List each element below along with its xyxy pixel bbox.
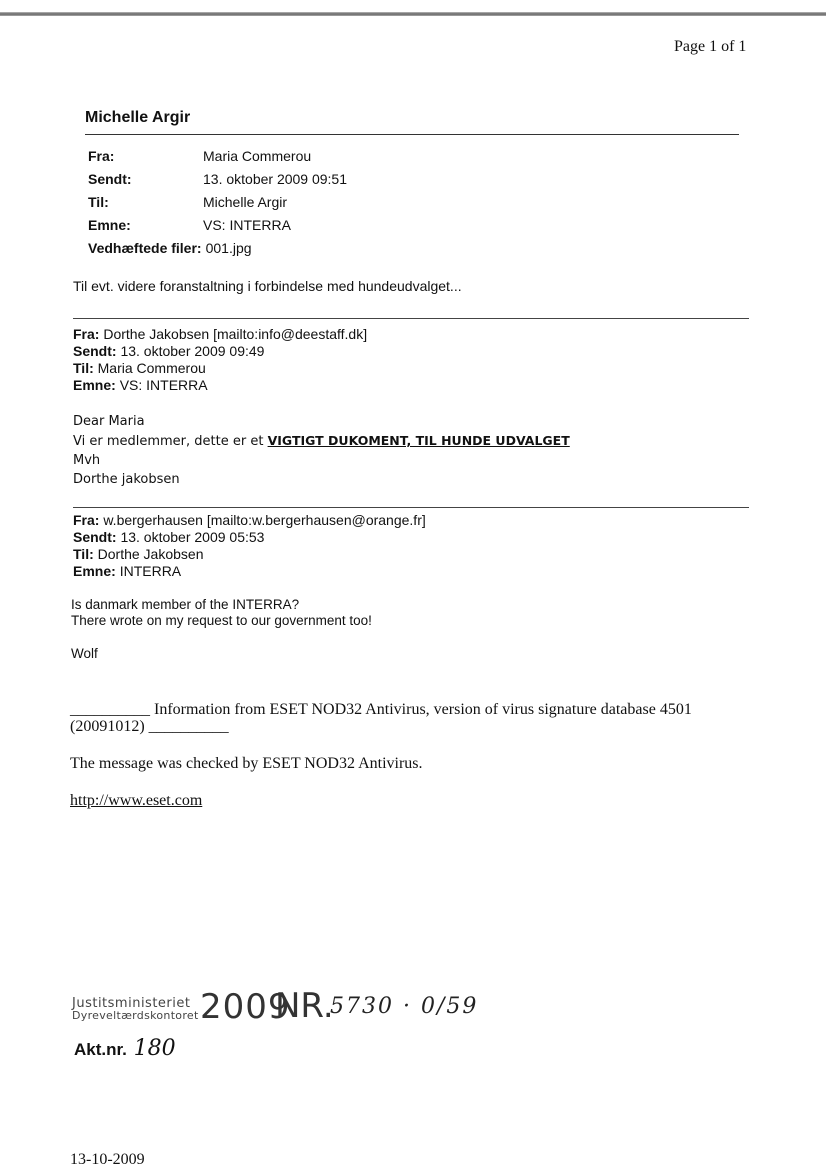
header-from-row <box>88 147 347 170</box>
akt-label: Akt.nr. <box>74 1040 127 1059</box>
stamp-case-number: 5730 · 0/59 <box>330 994 479 1019</box>
header-divider <box>85 134 739 135</box>
from-value: Maria Commerou <box>203 148 312 164</box>
q2-line1: Is danmark member of the INTERRA? <box>71 597 300 612</box>
antivirus-checked: The message was checked by ESET NOD32 Antivirus. <box>70 755 423 772</box>
q1-body-prefix: Vi er medlemmer, dette er et <box>73 434 264 449</box>
eset-link[interactable]: http://www.eset.com <box>70 792 203 809</box>
q2-to-label: Til: <box>73 546 94 562</box>
stamp-year: 2009 <box>200 987 291 1027</box>
q1-sent-label: Sendt: <box>73 343 117 359</box>
q1-sent-value: 13. oktober 2009 09:49 <box>120 343 265 359</box>
email-header <box>88 147 347 262</box>
scan-edge-line <box>0 12 826 16</box>
sent-value: 13. oktober 2009 09:51 <box>203 171 348 187</box>
q2-sent-value: 13. oktober 2009 05:53 <box>120 529 265 545</box>
eset-link-wrap <box>70 792 202 810</box>
message-divider-2 <box>73 507 749 508</box>
akt-nr <box>74 1036 176 1061</box>
to-value: Michelle Argir <box>203 194 288 210</box>
q2-from-label: Fra: <box>73 512 100 528</box>
q2-to-value: Dorthe Jakobsen <box>97 546 204 562</box>
forward-note: Til evt. videre foranstaltning i forbindelse med hundeudvalget... <box>73 278 462 294</box>
q2-sent-label: Sendt: <box>73 529 117 545</box>
q1-to-value: Maria Commerou <box>97 360 206 376</box>
antivirus-notice <box>70 701 692 735</box>
quoted-body-2 <box>71 597 372 629</box>
q2-line2: There wrote on my request to our government too! <box>71 613 372 628</box>
q1-closing: Mvh <box>73 453 101 468</box>
q1-signature: Dorthe jakobsen <box>73 472 180 487</box>
q1-body-line <box>73 431 570 451</box>
stamp-nr-label: NR. <box>275 986 334 1026</box>
quoted-header-2 <box>73 512 426 580</box>
q1-to-label: Til: <box>73 360 94 376</box>
mailbox-owner-name: Michelle Argir <box>85 109 191 126</box>
q2-signature: Wolf <box>71 646 98 661</box>
q2-subject-label: Emne: <box>73 563 116 579</box>
subject-label: Emne: <box>88 217 131 233</box>
page-number: Page 1 of 1 <box>674 38 747 55</box>
q1-subject-label: Emne: <box>73 377 116 393</box>
footer-date: 13-10-2009 <box>70 1151 145 1168</box>
antivirus-line1: __________ Information from ESET NOD32 Antivirus, version of virus signature database 4501 <box>70 701 692 718</box>
antivirus-line2: (20091012) __________ <box>70 718 229 735</box>
q1-important-text: VIGTIGT DUKOMENT, TIL HUNDE UDVALGET <box>267 433 570 448</box>
quoted-header-1 <box>73 326 367 394</box>
header-subject-row <box>88 216 347 239</box>
header-sent-row <box>88 170 347 193</box>
subject-value: VS: INTERRA <box>203 217 291 233</box>
akt-number: 180 <box>133 1036 176 1061</box>
attachment-file[interactable]: 001.jpg <box>205 240 252 256</box>
attachments-label: Vedhæftede filer: <box>88 240 202 256</box>
message-divider <box>73 318 749 319</box>
q1-from-value: Dorthe Jakobsen [mailto:info@deestaff.dk] <box>103 326 368 342</box>
q1-greeting: Dear Maria <box>73 414 145 429</box>
to-label: Til: <box>88 194 109 210</box>
from-label: Fra: <box>88 148 115 164</box>
q1-subject-value: VS: INTERRA <box>119 377 208 393</box>
header-to-row <box>88 193 347 216</box>
q2-from-value: w.bergerhausen [mailto:w.bergerhausen@orange.fr] <box>103 512 426 528</box>
q1-from-label: Fra: <box>73 326 100 342</box>
stamp-office: Dyreveltærdskontoret <box>72 1009 199 1022</box>
header-attachments-row <box>88 239 347 262</box>
q2-subject-value: INTERRA <box>119 563 182 579</box>
ministry-stamp <box>72 996 199 1022</box>
stamp-ministry: Justitsministeriet <box>72 996 191 1011</box>
quoted-body-1 <box>73 412 570 489</box>
sent-label: Sendt: <box>88 171 132 187</box>
